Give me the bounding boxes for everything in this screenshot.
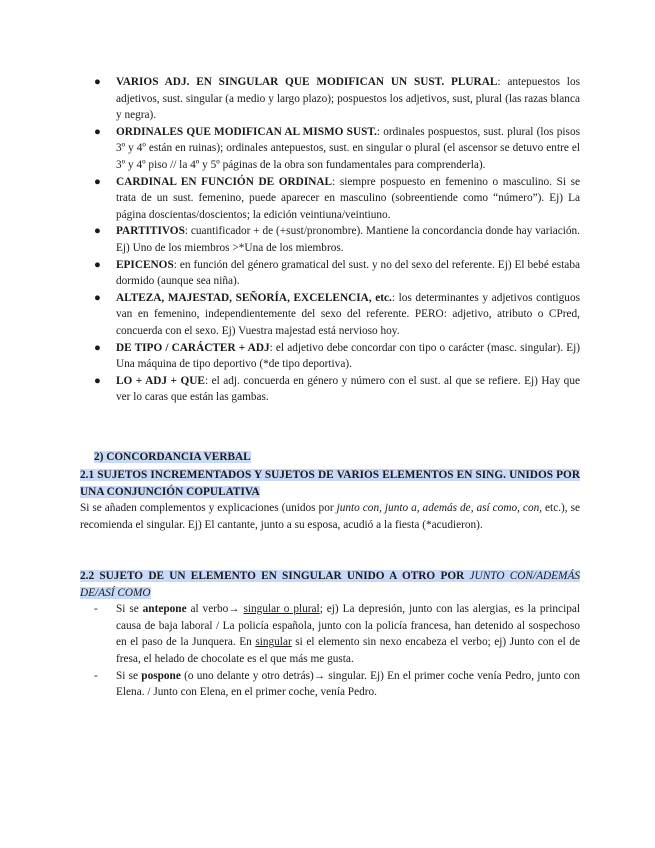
list-item: ● EPICENOS: en función del género gramatical del sust. y no del sexo del referente. Ej) El bebé estaba dormido (aunque sea niña).: [94, 258, 580, 288]
list-item: ● LO + ADJ + QUE: el adj. concuerda en género y número con el sust. al que se refiere. Ej) Hay que ver lo caras que están las gambas.: [94, 374, 580, 404]
list-item: ● CARDINAL EN FUNCIÓN DE ORDINAL: siempre pospuesto en femenino o masculino. Si se trata de un sust. femenino, puede aparecer en masculino (sobreentiende como “número”). Ej) La página doscientas/doscientos; la edición veintiuna/veintiuno.: [94, 175, 580, 221]
list-item: - Si se antepone al verbo→ singular o plural; ej) La depresión, junto con las alergias, es la principal causa de baja laboral / La policía española, junto con la policía francesa, han detenido al sospechoso en el paso de la Junquera. En singular si el elemento sin nexo encabeza el verbo; ej) Junto con el de fresa, el helado de chocolate es el que más me gusta.: [94, 603, 581, 665]
bullet-icon: ●: [94, 175, 101, 188]
list-item: ● VARIOS ADJ. EN SINGULAR QUE MODIFICAN UN SUST. PLURAL: antepuestos los adjetivos, sust. singular (a medio y largo plazo); pospuestos los adjetivos, sust, plural (las razas blanca y negra).: [94, 76, 580, 122]
subsection-2-2-title: 2.2 SUJETO DE UN ELEMENTO EN SINGULAR UNIDO A OTRO POR JUNTO CON/ADEMÁS DE/ASÍ COMO: [80, 570, 580, 599]
bullet-icon: ●: [94, 76, 101, 88]
section-2-heading: 2) CONCORDANCIA VERBAL: [94, 451, 251, 463]
list-item: ● ORDINALES QUE MODIFICAN AL MISMO SUST.: ordinales pospuestos, sust. plural (los pisos 3º y 4º están en ruinas); ordinales antepuestos, sust. en singular o plural (el ascensor se detuvo entre el 3º y 4º piso // la 4º y 5º páginas de la obra son fundamentales para comprenderla).: [94, 125, 580, 171]
subsection-2-1-title: 2.1 SUJETOS INCREMENTADOS Y SUJETOS DE VARIOS ELEMENTOS EN SING. UNIDOS POR UNA CONJUNCIÓN COPULATIVA: [80, 469, 580, 498]
bullet-icon: ●: [94, 341, 101, 354]
subsection-2-2: [80, 568, 580, 701]
bullet-icon: ●: [94, 125, 101, 138]
bullet-icon: ●: [94, 291, 101, 304]
agreement-rules-list: [80, 74, 580, 406]
subsection-2-1-paragraph: Si se añaden complementos y explicaciones (unidos por junto con, junto a, además de, así como, con, etc.), se recomienda el singular. Ej) El cantante, junto a su esposa, acudió a la fiesta (*acudieron).: [80, 502, 581, 531]
bullet-icon: ●: [94, 225, 101, 238]
list-item: ● ALTEZA, MAJESTAD, SEÑORÍA, EXCELENCIA, etc.: los determinantes y adjetivos contiguos van en femenino, independientemente del sexo del referente. PERO: adjetivo, atributo o CPred, concuerda con el sexo. Ej) Vuestra majestad está nervioso hoy.: [94, 291, 581, 337]
bullet-icon: ●: [94, 258, 101, 271]
bullet-icon: ●: [94, 374, 101, 387]
subsection-2-1: [80, 467, 580, 533]
list-item: ● DE TIPO / CARÁCTER + ADJ: el adjetivo debe concordar con tipo o carácter (masc. singular). Ej) Una máquina de tipo deportivo (*de tipo deportiva).: [94, 341, 580, 371]
list-item: - Si se pospone (o uno delante y otro detrás)→ singular. Ej) En el primer coche venía Pedro, junto con Elena. / Junto con Elena, en el primer coche, venía Pedro.: [94, 669, 580, 699]
list-item: ● PARTITIVOS: cuantificador + de (+sust/pronombre). Mantiene la concordancia donde hay variación. Ej) Uno de los miembros >*Una de los miembros.: [94, 225, 580, 254]
